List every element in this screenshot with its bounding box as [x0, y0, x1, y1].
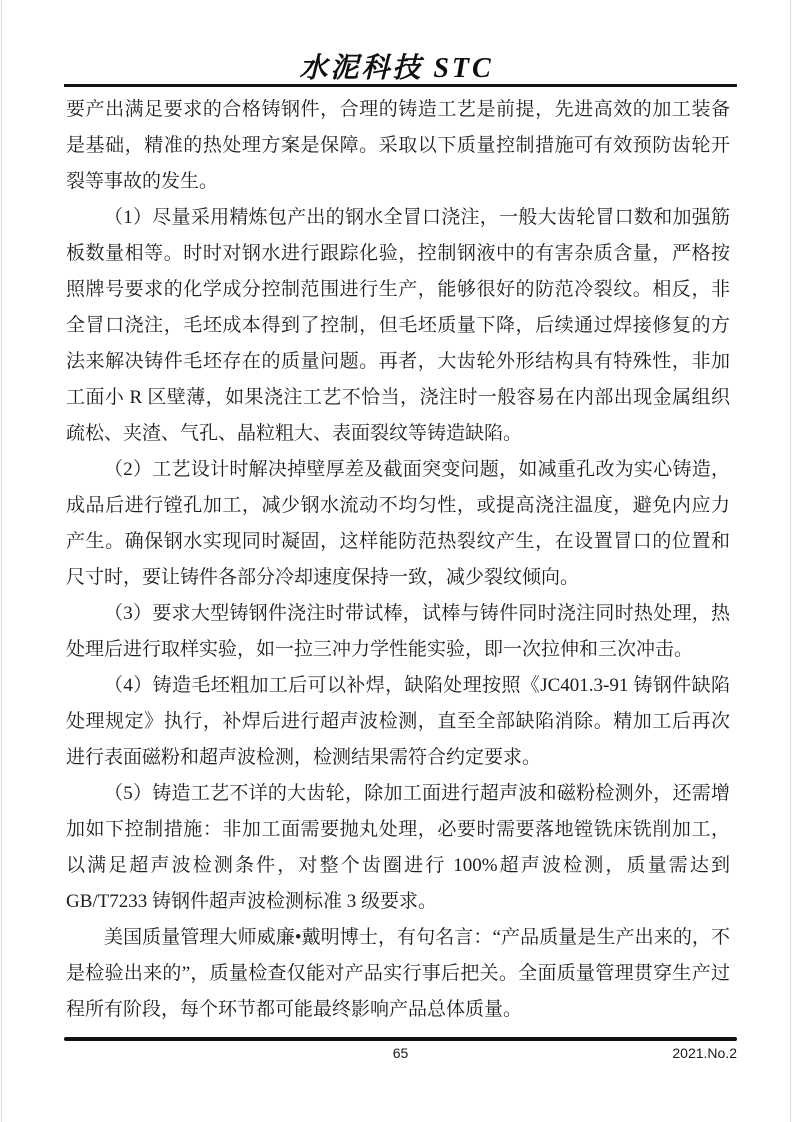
paragraph: （5）铸造工艺不详的大齿轮，除加工面进行超声波和磁粉检测外，还需增加如下控制措施：非加工面需要抛丸处理，必要时需要落地镗铣床铣削加工，以满足超声波检测条件，对整个齿圈进行 100%超声波检测，质量需达到 GB/T7233 铸钢件超声波检测标准 3 级要求。 [66, 783, 730, 912]
paragraph: （2）工艺设计时解决掉壁厚差及截面突变问题，如减重孔改为实心铸造，成品后进行镗孔加工，减少钢水流动不均匀性，或提高浇注温度，避免内应力产生。确保钢水实现同时凝固，这样能防范热裂纹产生，在设置冒口的位置和尺寸时，要让铸件各部分冷却速度保持一致，减少裂纹倾向。 [66, 459, 730, 588]
paragraph: 要产出满足要求的合格铸钢件，合理的铸造工艺是前提，先进高效的加工装备是基础，精准的热处理方案是保障。采取以下质量控制措施可有效预防齿轮开裂等事故的发生。 [66, 99, 730, 192]
article-body [66, 92, 730, 1028]
paragraph: （4）铸造毛坯粗加工后可以补焊，缺陷处理按照《JC401.3-91 铸钢件缺陷处理规定》执行，补焊后进行超声波检测，直至全部缺陷消除。精加工后再次进行表面磁粉和超声波检测，检测结果需符合约定要求。 [66, 675, 730, 768]
page-number: 65 [392, 1045, 409, 1061]
journal-title: 水泥科技 STC [299, 53, 494, 84]
footer-divider [64, 1037, 737, 1041]
scan-edge-right [790, 0, 791, 1122]
paragraph: （1）尽量采用精炼包产出的钢水全冒口浇注，一般大齿轮冒口数和加强筋板数量相等。时时对钢水进行跟踪化验，控制钢液中的有害杂质含量，严格按照牌号要求的化学成分控制范围进行生产，能够很好的防范冷裂纹。相反，非全冒口浇注，毛坯成本得到了控制，但毛坯质量下降，后续通过焊接修复的方法来解决铸件毛坯存在的质量问题。再者，大齿轮外形结构具有特殊性，非加工面小 R 区壁薄，如果浇注工艺不恰当，浇注时一般容易在内部出现金属组织疏松、夹渣、气孔、晶粒粗大、表面裂纹等铸造缺陷。 [66, 207, 730, 444]
scan-edge-left [1, 0, 2, 1122]
issue-number: 2021.No.2 [672, 1045, 737, 1061]
paragraph: 美国质量管理大师威廉•戴明博士，有句名言：“产品质量是生产出来的，不是检验出来的”，质量检查仅能对产品实行事后把关。全面质量管理贯穿生产过程所有阶段，每个环节都可能最终影响产品总体质量。 [66, 927, 730, 1020]
paragraph: （3）要求大型铸钢件浇注时带试棒，试棒与铸件同时浇注同时热处理，热处理后进行取样实验，如一拉三冲力学性能实验，即一次拉伸和三次冲击。 [66, 603, 730, 660]
header-divider [64, 84, 737, 87]
footer [64, 1045, 737, 1063]
